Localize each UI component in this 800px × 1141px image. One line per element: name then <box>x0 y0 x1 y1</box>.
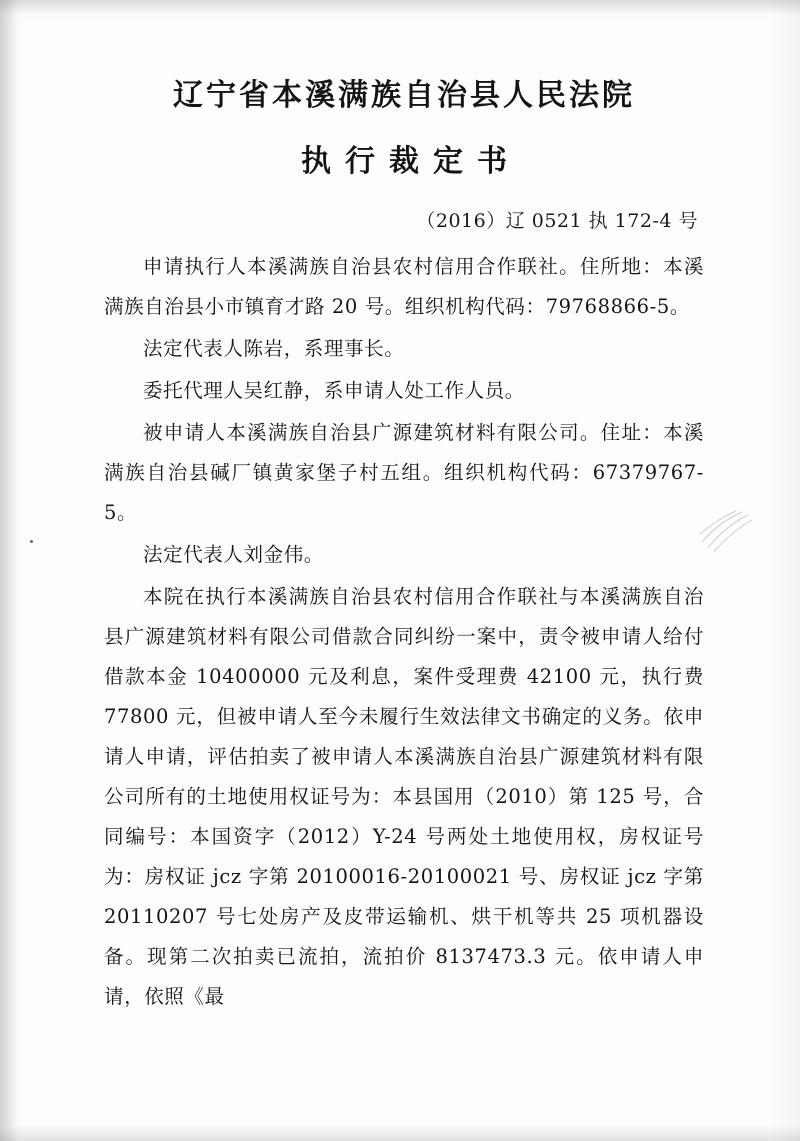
paragraph-authorized-agent: 委托代理人吴红静，系申请人处工作人员。 <box>143 379 525 402</box>
paragraph-respondent: 被申请人本溪满族自治县广源建筑材料有限公司。住址：本溪满族自治县碱厂镇黄家堡子村五组。组织机构代码：67379767-5。 <box>104 421 704 524</box>
scan-edge-shadow-left <box>0 0 18 1141</box>
paragraph-applicant: 申请执行人本溪满族自治县农村信用合作联社。住所地：本溪满族自治县小市镇育才路 20 号。组织机构代码：79768866-5。 <box>104 255 704 318</box>
scan-speck-icon <box>30 540 38 548</box>
case-number: （2016）辽 0521 执 172-4 号 <box>416 210 698 232</box>
scan-edge-shadow-bottom <box>0 1125 800 1141</box>
scan-smudge-icon <box>698 508 756 554</box>
paragraph-case-body: 本院在执行本溪满族自治县农村信用合作联社与本溪满族自治县广源建筑材料有限公司借款合同纠纷一案中，责令被申请人给付借款本金 10400000 元及利息，案件受理费 42100 元，执行费 77800 元，但被申请人至今未履行生效法律文书确定的义务。依申请人申请，评估拍卖了被申请人本溪满族自治县广源建筑材料有限公司所有的土地使用权证号为：本县国用（2010）第 125 号，合同编号：本国资字（2012）Y-24 号两处土地使用权，房权证号为：房权证 jcz 字第 20100016-20100021 号、房权证 jcz 字第 20110207 号七处房产及皮带运输机、烘干机等共 25 项机器设备。现第二次拍卖已流拍，流拍价 8137473.3 元。依申请人申请，依照《最 <box>104 585 704 1008</box>
paragraph-legal-representative-applicant: 法定代表人陈岩，系理事长。 <box>143 337 405 360</box>
document-type-heading: 执行裁定书 <box>301 144 521 179</box>
court-name-heading: 辽宁省本溪满族自治县人民法院 <box>173 78 635 113</box>
paragraph-legal-representative-respondent: 法定代表人刘金伟。 <box>143 543 324 566</box>
scan-edge-shadow-top <box>0 0 800 14</box>
